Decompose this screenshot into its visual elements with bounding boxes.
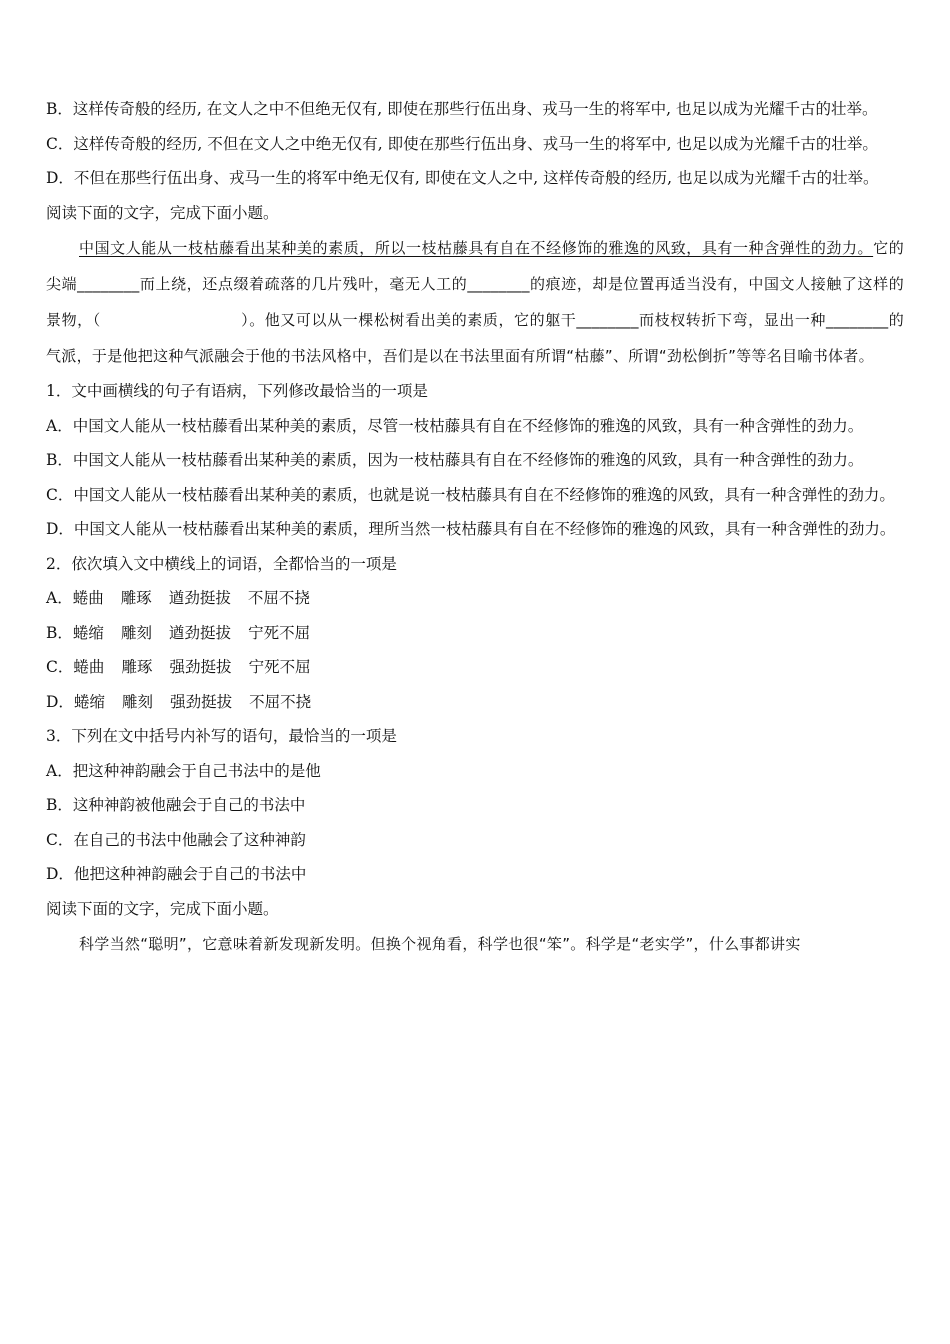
q1-stem: 1．文中画横线的句子有语病，下列修改最恰当的一项是 [46,382,428,400]
section1-intro: 阅读下面的文字，完成下面小题。 [46,203,279,222]
q3-option-d: D．他把这种神韵融会于自己的书法中 [46,865,307,883]
q1-option-a: A．中国文人能从一枝枯藤看出某种美的素质，尽管一枝枯藤具有自在不经修饰的雅逸的风致，具有一种含弹性的劲力。 [46,416,864,435]
q2-option-d: D．蜷缩 雕刻 强劲挺拔 不屈不挠 [46,692,312,711]
passage2-first-line: 科学当然“聪明”，它意味着新发现新发明。但换个视角看，科学也很“笨”。科学是“老实学”，什么事都讲实 [79,935,801,953]
q2-option-b: B．蜷缩 雕刻 遒劲挺拔 宁死不屈 [46,623,311,642]
q3-option-a: A．把这种神韵融会于自己书法中的是他 [46,761,321,780]
q1-option-c: C．中国文人能从一枝枯藤看出某种美的素质，也就是说一枝枯藤具有自在不经修饰的雅逸的风致，具有一种含弹性的劲力。 [46,485,895,504]
q3-option-b: B．这种神韵被他融会于自己的书法中 [46,796,306,814]
q2-option-c: C．蜷曲 雕琢 强劲挺拔 宁死不屈 [46,658,311,676]
q3-option-c: C．在自己的书法中他融会了这种神韵 [46,830,306,849]
underlined-sentence: 中国文人能从一枝枯藤看出某种美的素质，所以一枝枯藤具有自在不经修饰的雅逸的风致，具有一种含弹性的劲力。 [79,239,874,257]
document-page [46,92,904,962]
top-option-d: D．不但在那些行伍出身、戎马一生的将军中绝无仅有, 即使在文人之中, 这样传奇般的经历, 也足以成为光耀千古的壮举。 [46,169,879,187]
q2-option-a: A．蜷曲 雕琢 遒劲挺拔 不屈不挠 [46,589,310,607]
top-option-c: C．这样传奇般的经历, 不但在文人之中绝无仅有, 即使在那些行伍出身、戎马一生的将军中, 也足以成为光耀千古的壮举。 [46,134,878,153]
q1-option-d: D．中国文人能从一枝枯藤看出某种美的素质，理所当然一枝枯藤具有自在不经修饰的雅逸的风致，具有一种含弹性的劲力。 [46,520,896,538]
q3-stem: 3．下列在文中括号内补写的语句，最恰当的一项是 [46,727,397,745]
section2-intro: 阅读下面的文字，完成下面小题。 [46,899,279,918]
q1-option-b: B．中国文人能从一枝枯藤看出某种美的素质，因为一枝枯藤具有自在不经修饰的雅逸的风致，具有一种含弹性的劲力。 [46,451,864,469]
passage1-part2: ）。他又可以从一棵松树看出美的素质，它的躯干________而枝杈转折下弯，显出一种________的气派，于是他把这种气派融会于他的书法风格中，吾们是以在书法里面有所谓“枯藤”、所谓“劲松倒折”等等名目喻书体者。 [46,311,904,365]
q2-stem: 2．依次填入文中横线上的词语，全都恰当的一项是 [46,554,397,573]
passage1 [46,230,904,374]
top-option-b: B．这样传奇般的经历, 在文人之中不但绝无仅有, 即使在那些行伍出身、戎马一生的将军中, 也足以成为光耀千古的壮举。 [46,100,878,118]
passage1-part1: 它的尖端________而上绕，还点缀着疏落的几片残叶，毫无人工的________的痕迹，却是位置再适当没有，中国文人接触了这样的景物，（ [46,239,904,329]
